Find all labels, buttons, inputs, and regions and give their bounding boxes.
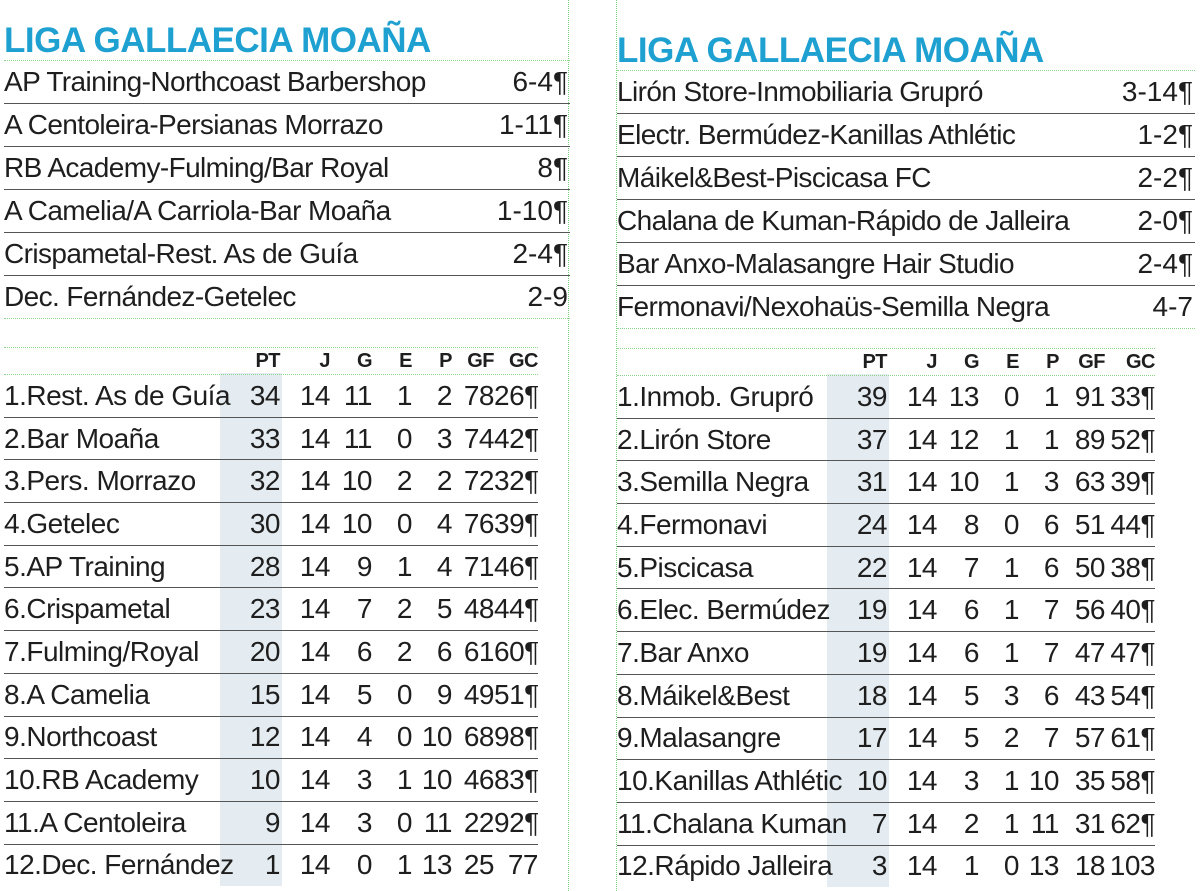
match-name: A Centoleira-Persianas Morrazo bbox=[4, 109, 383, 140]
cell-team: 11.A Centoleira bbox=[4, 806, 186, 838]
cell-gf: 22 bbox=[463, 806, 494, 838]
cell-team: 7.Fulming/Royal bbox=[4, 635, 199, 667]
result-row bbox=[4, 61, 570, 104]
cell-p: 9 bbox=[436, 678, 452, 710]
cell-g: 3 bbox=[356, 764, 372, 796]
cell-team: 3.Semilla Negra bbox=[617, 466, 809, 498]
cell-j: 14 bbox=[299, 678, 330, 710]
cell-gf: 56 bbox=[1074, 594, 1105, 626]
cell-e: 0 bbox=[396, 507, 412, 539]
standings-row bbox=[4, 460, 538, 503]
cell-p: 4 bbox=[436, 550, 452, 582]
cell-g: 13 bbox=[948, 380, 979, 412]
cell-p: 10 bbox=[421, 721, 452, 753]
match-score: 2-0¶ bbox=[1137, 205, 1193, 236]
cell-gc: 62¶ bbox=[1110, 807, 1155, 839]
standings-row bbox=[617, 846, 1155, 888]
cell-gc: 92¶ bbox=[494, 806, 539, 838]
standings-row bbox=[617, 589, 1155, 632]
cell-g: 11 bbox=[343, 379, 372, 411]
cell-g: 7 bbox=[963, 551, 979, 583]
cell-team: 4.Getelec bbox=[4, 507, 120, 539]
cell-gc: 44¶ bbox=[494, 593, 539, 625]
cell-e: 1 bbox=[1003, 807, 1019, 839]
standings-row bbox=[4, 546, 538, 589]
result-row bbox=[4, 276, 570, 319]
cell-p: 1 bbox=[1043, 380, 1059, 412]
cell-p: 6 bbox=[436, 635, 452, 667]
match-name: Bar Anxo-Malasangre Hair Studio bbox=[617, 248, 1014, 279]
cell-e: 1 bbox=[396, 550, 412, 582]
cell-p: 13 bbox=[1028, 850, 1059, 882]
cell-e: 0 bbox=[1003, 850, 1019, 882]
cell-gc: 52¶ bbox=[1110, 423, 1155, 455]
cell-pt: 23 bbox=[249, 593, 280, 625]
cell-e: 3 bbox=[1003, 679, 1019, 711]
match-score: 1-11¶ bbox=[498, 109, 568, 140]
cell-team: 9.Malasangre bbox=[617, 722, 781, 754]
cell-gc: 83¶ bbox=[494, 764, 539, 796]
cell-pt: 3 bbox=[871, 850, 887, 882]
cell-p: 1 bbox=[1043, 423, 1059, 455]
cell-p: 6 bbox=[1043, 679, 1059, 711]
cell-j: 14 bbox=[299, 550, 330, 582]
cell-g: 5 bbox=[963, 722, 979, 754]
cell-e: 0 bbox=[396, 422, 412, 454]
cell-j: 14 bbox=[906, 551, 937, 583]
cell-j: 14 bbox=[299, 721, 330, 753]
cell-gc: 98¶ bbox=[494, 721, 539, 753]
cell-team: 4.Fermonavi bbox=[617, 508, 768, 540]
match-score: 2-4¶ bbox=[1137, 248, 1193, 279]
cell-p: 4 bbox=[436, 507, 452, 539]
cell-gf: 68 bbox=[463, 721, 494, 753]
match-name: Chalana de Kuman-Rápido de Jalleira bbox=[617, 205, 1070, 236]
cell-j: 14 bbox=[299, 635, 330, 667]
result-row bbox=[4, 104, 570, 147]
match-score: 3-14¶ bbox=[1121, 76, 1193, 107]
cell-gf: 25 bbox=[463, 849, 494, 881]
cell-p: 6 bbox=[1043, 551, 1059, 583]
cell-gc: 60¶ bbox=[494, 635, 539, 667]
cell-e: 1 bbox=[1003, 466, 1019, 498]
standings-row bbox=[617, 419, 1155, 462]
cell-p: 2 bbox=[436, 379, 452, 411]
match-score: 6-4¶ bbox=[512, 66, 568, 97]
cell-j: 14 bbox=[906, 508, 937, 540]
standings-row bbox=[617, 376, 1155, 419]
standings-row bbox=[4, 588, 538, 631]
match-name: Fermonavi/Nexohaüs-Semilla Negra bbox=[617, 291, 1050, 322]
cell-g: 10 bbox=[341, 507, 372, 539]
standings-row bbox=[4, 631, 538, 674]
cell-gf: 71 bbox=[463, 550, 494, 582]
cell-pt: 10 bbox=[856, 765, 887, 797]
cell-gf: 72 bbox=[463, 465, 494, 497]
cell-j: 14 bbox=[906, 850, 937, 882]
cell-pt: 34 bbox=[249, 379, 280, 411]
cell-team: 1.Rest. As de Guía bbox=[4, 379, 231, 411]
cell-pt: 12 bbox=[249, 721, 280, 753]
standings-row bbox=[4, 674, 538, 717]
results-list bbox=[617, 70, 1195, 329]
cell-gc: 46¶ bbox=[494, 550, 539, 582]
cell-pt: 19 bbox=[856, 594, 887, 626]
match-score: 2-2¶ bbox=[1137, 162, 1193, 193]
header-p: P bbox=[439, 349, 452, 372]
cell-j: 14 bbox=[906, 765, 937, 797]
match-name: A Camelia/A Carriola-Bar Moaña bbox=[4, 195, 391, 226]
cell-gc: 39¶ bbox=[1110, 466, 1155, 498]
cell-g: 0 bbox=[356, 849, 372, 881]
match-name: Máikel&Best-Piscicasa FC bbox=[617, 162, 931, 193]
standings-header bbox=[4, 347, 538, 375]
cell-e: 0 bbox=[396, 806, 412, 838]
cell-j: 14 bbox=[906, 423, 937, 455]
cell-e: 1 bbox=[396, 764, 412, 796]
right-column bbox=[617, 0, 1195, 882]
cell-p: 7 bbox=[1043, 636, 1059, 668]
cell-gf: 57 bbox=[1074, 722, 1105, 754]
cell-e: 2 bbox=[396, 593, 412, 625]
header-pt: PT bbox=[862, 350, 887, 373]
match-score: 8¶ bbox=[537, 152, 568, 183]
cell-gc: 38¶ bbox=[1110, 551, 1155, 583]
cell-g: 6 bbox=[963, 636, 979, 668]
standings-row bbox=[617, 675, 1155, 718]
cell-gf: 47 bbox=[1074, 636, 1105, 668]
cell-gf: 74 bbox=[463, 422, 494, 454]
cell-gf: 51 bbox=[1074, 508, 1105, 540]
standings-row bbox=[4, 375, 538, 418]
cell-p: 10 bbox=[1028, 765, 1059, 797]
cell-p: 13 bbox=[421, 849, 452, 881]
cell-pt: 17 bbox=[856, 722, 887, 754]
cell-gc: 58¶ bbox=[1110, 765, 1155, 797]
results-list bbox=[4, 60, 570, 319]
standings-row bbox=[4, 717, 538, 760]
cell-e: 2 bbox=[396, 635, 412, 667]
cell-gf: 89 bbox=[1074, 423, 1105, 455]
cell-j: 14 bbox=[299, 507, 330, 539]
standings-table bbox=[4, 347, 538, 886]
cell-e: 1 bbox=[1003, 765, 1019, 797]
cell-e: 2 bbox=[396, 465, 412, 497]
cell-j: 14 bbox=[906, 679, 937, 711]
header-g: G bbox=[356, 349, 372, 372]
cell-p: 5 bbox=[436, 593, 452, 625]
cell-e: 1 bbox=[1003, 636, 1019, 668]
cell-team: 11.Chalana Kuman bbox=[617, 807, 847, 839]
standings-row bbox=[617, 803, 1155, 846]
match-name: Dec. Fernández-Getelec bbox=[4, 281, 296, 312]
cell-pt: 7 bbox=[871, 807, 887, 839]
cell-gc: 47¶ bbox=[1110, 636, 1155, 668]
cell-g: 2 bbox=[963, 807, 979, 839]
cell-pt: 28 bbox=[249, 550, 280, 582]
cell-j: 14 bbox=[906, 466, 937, 498]
cell-gc: 26¶ bbox=[494, 379, 539, 411]
cell-p: 2 bbox=[436, 465, 452, 497]
cell-gc: 61¶ bbox=[1110, 722, 1155, 754]
cell-team: 5.Piscicasa bbox=[617, 551, 754, 583]
header-j: J bbox=[319, 349, 330, 372]
cell-p: 3 bbox=[436, 422, 452, 454]
cell-j: 14 bbox=[299, 422, 330, 454]
cell-gf: 76 bbox=[463, 507, 494, 539]
result-row bbox=[617, 243, 1195, 286]
cell-e: 0 bbox=[1003, 508, 1019, 540]
match-name: Crispametal-Rest. As de Guía bbox=[4, 238, 358, 269]
standings-row bbox=[617, 504, 1155, 547]
header-pt: PT bbox=[255, 349, 280, 372]
cell-p: 3 bbox=[1043, 466, 1059, 498]
standings-row bbox=[617, 547, 1155, 590]
standings-table bbox=[617, 348, 1155, 887]
cell-g: 4 bbox=[356, 721, 372, 753]
cell-j: 14 bbox=[299, 593, 330, 625]
match-name: Lirón Store-Inmobiliaria Grupró bbox=[617, 76, 983, 107]
result-row bbox=[617, 71, 1195, 114]
cell-gc: 40¶ bbox=[1110, 594, 1155, 626]
cell-g: 3 bbox=[356, 806, 372, 838]
cell-p: 11 bbox=[423, 806, 452, 838]
standings-row bbox=[4, 503, 538, 546]
cell-gc: 54¶ bbox=[1110, 679, 1155, 711]
cell-pt: 10 bbox=[249, 764, 280, 796]
left-column bbox=[4, 0, 570, 881]
header-gf: GF bbox=[1078, 350, 1105, 373]
cell-team: 10.RB Academy bbox=[4, 764, 199, 796]
cell-pt: 33 bbox=[249, 422, 280, 454]
match-name: AP Training-Northcoast Barbershop bbox=[4, 66, 426, 97]
cell-g: 9 bbox=[356, 550, 372, 582]
cell-pt: 20 bbox=[249, 635, 280, 667]
cell-gc: 77 bbox=[507, 849, 538, 881]
header-gc: GC bbox=[509, 349, 538, 372]
match-score: 2-9 bbox=[527, 281, 568, 312]
match-score: 4-7 bbox=[1152, 291, 1193, 322]
cell-g: 10 bbox=[341, 465, 372, 497]
cell-p: 6 bbox=[1043, 508, 1059, 540]
cell-pt: 18 bbox=[856, 679, 887, 711]
cell-gc: 32¶ bbox=[494, 465, 539, 497]
cell-j: 14 bbox=[906, 807, 937, 839]
match-score: 2-4¶ bbox=[512, 238, 568, 269]
cell-j: 14 bbox=[906, 722, 937, 754]
cell-team: 2.Lirón Store bbox=[617, 423, 771, 455]
cell-g: 3 bbox=[963, 765, 979, 797]
cell-g: 7 bbox=[356, 593, 372, 625]
cell-e: 1 bbox=[1003, 594, 1019, 626]
header-p: P bbox=[1046, 350, 1059, 373]
header-gc: GC bbox=[1126, 350, 1155, 373]
header-e: E bbox=[1006, 350, 1019, 373]
cell-j: 14 bbox=[906, 594, 937, 626]
cell-g: 12 bbox=[948, 423, 979, 455]
cell-gc: 51¶ bbox=[494, 678, 539, 710]
cell-gf: 61 bbox=[463, 635, 494, 667]
cell-j: 14 bbox=[299, 764, 330, 796]
cell-g: 5 bbox=[356, 678, 372, 710]
cell-e: 1 bbox=[396, 379, 412, 411]
cell-j: 14 bbox=[906, 380, 937, 412]
cell-p: 7 bbox=[1043, 594, 1059, 626]
cell-gc: 39¶ bbox=[494, 507, 539, 539]
cell-e: 0 bbox=[1003, 380, 1019, 412]
league-title: LIGA GALLAECIA MOAÑA bbox=[617, 31, 1044, 70]
cell-gf: 18 bbox=[1074, 850, 1105, 882]
cell-gf: 78 bbox=[463, 379, 494, 411]
cell-g: 6 bbox=[963, 594, 979, 626]
match-name: RB Academy-Fulming/Bar Royal bbox=[4, 152, 389, 183]
cell-gc: 44¶ bbox=[1110, 508, 1155, 540]
cell-gf: 91 bbox=[1074, 380, 1105, 412]
cell-gf: 46 bbox=[463, 764, 494, 796]
cell-team: 6.Crispametal bbox=[4, 593, 171, 625]
cell-team: 9.Northcoast bbox=[4, 721, 157, 753]
cell-gc: 42¶ bbox=[494, 422, 539, 454]
cell-g: 5 bbox=[963, 679, 979, 711]
cell-team: 3.Pers. Morrazo bbox=[4, 465, 196, 497]
cell-gf: 43 bbox=[1074, 679, 1105, 711]
standings-row bbox=[617, 718, 1155, 761]
result-row bbox=[617, 157, 1195, 200]
cell-pt: 31 bbox=[856, 466, 887, 498]
result-row bbox=[4, 233, 570, 276]
cell-e: 1 bbox=[1003, 423, 1019, 455]
match-name: Electr. Bermúdez-Kanillas Athlétic bbox=[617, 119, 1016, 150]
cell-team: 12.Rápido Jalleira bbox=[617, 850, 833, 882]
cell-pt: 30 bbox=[249, 507, 280, 539]
cell-pt: 15 bbox=[249, 678, 280, 710]
result-row bbox=[4, 147, 570, 190]
result-row bbox=[617, 286, 1195, 329]
standings-row bbox=[4, 418, 538, 461]
cell-pt: 37 bbox=[856, 423, 887, 455]
header-gf: GF bbox=[467, 349, 494, 372]
cell-team: 7.Bar Anxo bbox=[617, 636, 749, 668]
cell-j: 14 bbox=[299, 806, 330, 838]
standings-row bbox=[617, 461, 1155, 504]
cell-pt: 32 bbox=[249, 465, 280, 497]
standings-row bbox=[4, 802, 538, 845]
cell-p: 11 bbox=[1030, 807, 1059, 839]
standings-row bbox=[617, 760, 1155, 803]
header-g: G bbox=[963, 350, 979, 373]
cell-j: 14 bbox=[299, 465, 330, 497]
cell-pt: 9 bbox=[264, 806, 280, 838]
cell-p: 10 bbox=[421, 764, 452, 796]
cell-team: 12.Dec. Fernández bbox=[4, 849, 234, 881]
cell-team: 2.Bar Moaña bbox=[4, 422, 159, 454]
cell-gf: 31 bbox=[1074, 807, 1105, 839]
cell-team: 10.Kanillas Athlétic bbox=[617, 765, 843, 797]
cell-e: 1 bbox=[396, 849, 412, 881]
standings-row bbox=[4, 845, 538, 887]
cell-g: 6 bbox=[356, 635, 372, 667]
header-e: E bbox=[399, 349, 412, 372]
cell-gf: 50 bbox=[1074, 551, 1105, 583]
cell-team: 8.Máikel&Best bbox=[617, 679, 790, 711]
cell-gc: 103 bbox=[1109, 850, 1155, 882]
cell-g: 8 bbox=[963, 508, 979, 540]
cell-pt: 22 bbox=[856, 551, 887, 583]
cell-pt: 19 bbox=[856, 636, 887, 668]
header-j: J bbox=[926, 350, 937, 373]
cell-team: 8.A Camelia bbox=[4, 678, 150, 710]
match-score: 1-10¶ bbox=[496, 195, 568, 226]
cell-p: 7 bbox=[1043, 722, 1059, 754]
cell-j: 14 bbox=[299, 849, 330, 881]
cell-pt: 24 bbox=[856, 508, 887, 540]
match-score: 1-2¶ bbox=[1137, 119, 1193, 150]
cell-g: 10 bbox=[948, 466, 979, 498]
cell-pt: 1 bbox=[264, 849, 280, 881]
result-row bbox=[617, 200, 1195, 243]
cell-e: 0 bbox=[396, 678, 412, 710]
cell-g: 1 bbox=[963, 850, 979, 882]
standings-row bbox=[617, 632, 1155, 675]
cell-j: 14 bbox=[906, 636, 937, 668]
cell-gc: 33¶ bbox=[1110, 380, 1155, 412]
standings-header bbox=[617, 348, 1155, 376]
cell-j: 14 bbox=[299, 379, 330, 411]
cell-gf: 63 bbox=[1074, 466, 1105, 498]
standings-row bbox=[4, 759, 538, 802]
cell-gf: 49 bbox=[463, 678, 494, 710]
cell-pt: 39 bbox=[856, 380, 887, 412]
cell-team: 6.Elec. Bermúdez bbox=[617, 594, 830, 626]
cell-e: 1 bbox=[1003, 551, 1019, 583]
cell-e: 2 bbox=[1003, 722, 1019, 754]
cell-team: 5.AP Training bbox=[4, 550, 166, 582]
cell-gf: 35 bbox=[1074, 765, 1105, 797]
cell-team: 1.Inmob. Grupró bbox=[617, 380, 814, 412]
cell-e: 0 bbox=[396, 721, 412, 753]
result-row bbox=[4, 190, 570, 233]
result-row bbox=[617, 114, 1195, 157]
league-title: LIGA GALLAECIA MOAÑA bbox=[4, 21, 431, 60]
cell-gf: 48 bbox=[463, 593, 494, 625]
cell-g: 11 bbox=[343, 422, 372, 454]
